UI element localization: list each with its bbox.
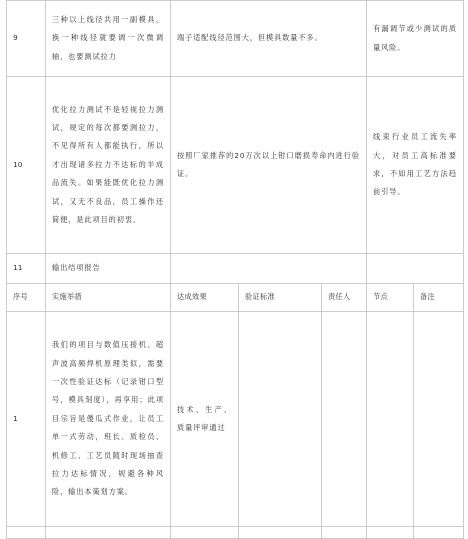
owner-cell xyxy=(322,312,367,527)
header-remark: 备注 xyxy=(414,284,464,312)
header-node: 节点 xyxy=(367,284,414,312)
header-measure: 实施举措 xyxy=(46,284,171,312)
measure-cell xyxy=(46,77,171,254)
risk-cell xyxy=(367,1,464,77)
measure-cell xyxy=(46,1,171,77)
row-number: 9 xyxy=(7,1,46,77)
row-number: 1 xyxy=(7,312,46,527)
implementation-table xyxy=(6,0,464,539)
risk-cell xyxy=(367,77,464,254)
measure-text: 三种以上线径共用一副模具，换一种线径就要调一次微调轴，也要测试拉力 xyxy=(52,14,164,61)
table-row xyxy=(7,312,464,527)
remark-cell xyxy=(414,312,464,527)
table-row xyxy=(7,254,464,284)
risk-text: 有漏调节或少测试的质量风险。 xyxy=(373,24,458,52)
table-header-row xyxy=(7,284,464,312)
issue-text: 端子适配线径范围大，但模具数量不多。 xyxy=(177,33,323,43)
risk-text: 线束行业员工流失率大，对员工高标准要求，不如用工艺方法趋前引导。 xyxy=(373,132,458,197)
row-number: 11 xyxy=(7,254,46,284)
row-number: 10 xyxy=(7,77,46,254)
issue-cell xyxy=(171,1,367,77)
node-cell xyxy=(367,312,414,527)
measure-text: 我们的项目与数值压接机、超声波高频焊机原理类似，需要一次性验证达标（记录钳口型号，模具刻度），再享用；此项目宗旨是傻瓜式作业，让员工单一式劳动，班长、质检员、机修工、工艺员随时现场抽查拉力达标情况，规避各种风险，输出本策划方案。 xyxy=(52,340,164,497)
issue-text: 按照厂家推荐的20万次以上钳口磨损寿命内进行验证。 xyxy=(177,150,360,178)
measure-cell xyxy=(46,312,171,527)
measure-text: 输出结项报告 xyxy=(52,263,101,273)
issue-cell xyxy=(171,77,367,254)
risk-cell xyxy=(367,254,464,284)
measure-text: 优化拉力测试不是轻视拉力测试，规定的每次都要测拉力，不见得所有人都能执行，所以才出现诸多拉力不达标的半成品流失。如果能既优化拉力测试，又无不良品，员工操作还简便，是此项目的初衷。 xyxy=(52,104,164,225)
issue-cell xyxy=(171,254,367,284)
header-effect: 达成效果 xyxy=(171,284,239,312)
table-row xyxy=(7,1,464,77)
header-seq: 序号 xyxy=(7,284,46,312)
standard-cell xyxy=(239,312,322,527)
header-owner: 责任人 xyxy=(322,284,367,312)
effect-cell xyxy=(171,312,239,527)
measure-cell xyxy=(46,254,171,284)
effect-text: 技术、生产、质量评审通过 xyxy=(177,404,232,432)
header-standard: 验证标准 xyxy=(239,284,322,312)
table-row xyxy=(7,77,464,254)
